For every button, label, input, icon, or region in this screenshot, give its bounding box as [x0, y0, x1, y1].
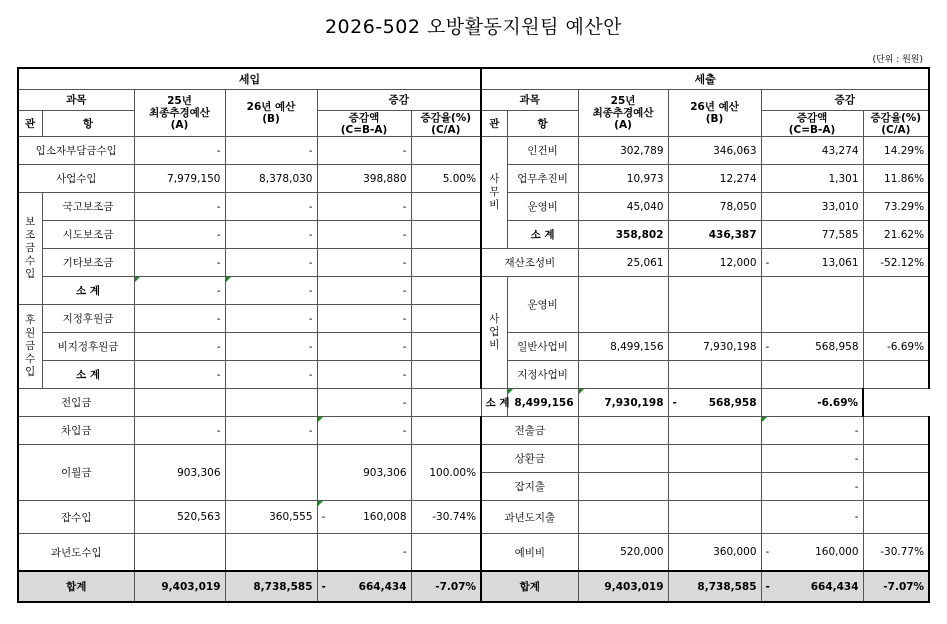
- income-diff-cell: -: [317, 137, 411, 165]
- expense-gwan-header: 관: [481, 111, 507, 137]
- expense-prev-cell: [578, 417, 668, 445]
- income-prev-cell: -: [134, 277, 225, 305]
- table-row: [18, 277, 929, 305]
- expense-next-cell: [668, 445, 761, 473]
- expense-diff-cell: [761, 277, 863, 333]
- income-total-diff: - 664,434: [317, 571, 411, 602]
- table-row: [18, 137, 929, 165]
- income-row-label: 전입금: [18, 389, 134, 417]
- table-row: [18, 445, 929, 473]
- income-row-label: 사업수입: [18, 165, 134, 193]
- expense-diff-cell: - 568,958: [761, 333, 863, 361]
- income-rate-cell: [411, 333, 481, 361]
- income-prev-cell: [134, 389, 225, 417]
- expense-next-cell: 7,930,198: [578, 389, 668, 417]
- table-row: [18, 361, 929, 389]
- income-diff-amount-header: 증감액 (C=B-A): [317, 111, 411, 137]
- income-rate-cell: [411, 361, 481, 389]
- expense-row-label: 재산조성비: [481, 249, 578, 277]
- income-prev-budget-header: 25년 최종추경예산 (A): [134, 90, 225, 137]
- income-next-cell: -: [225, 221, 317, 249]
- income-rate-cell: [411, 137, 481, 165]
- expense-rate-cell: [863, 277, 929, 333]
- expense-rate-cell: [863, 445, 929, 473]
- expense-diff-cell: 33,010: [761, 193, 863, 221]
- income-subject-header: 과목: [18, 90, 134, 111]
- expense-prev-cell: [578, 277, 668, 333]
- expense-diff-cell: 77,585: [761, 221, 863, 249]
- expense-diff-cell: 43,274: [761, 137, 863, 165]
- income-diff-cell: - 160,008: [317, 501, 411, 534]
- income-rate-cell: [411, 193, 481, 221]
- income-diff-cell: 903,306: [317, 445, 411, 501]
- income-prev-cell: [134, 534, 225, 572]
- expense-rate-cell: 11.86%: [863, 165, 929, 193]
- expense-row-label: 운영비: [507, 193, 578, 221]
- expense-row-label: 잡지출: [481, 473, 578, 501]
- expense-next-cell: [668, 417, 761, 445]
- income-rate-cell: -30.74%: [411, 501, 481, 534]
- table-row: [18, 165, 929, 193]
- income-next-cell: [225, 534, 317, 572]
- income-section-title: 세입: [18, 68, 481, 90]
- income-group-subsidy: 보조금수입: [18, 193, 42, 305]
- income-prev-cell: -: [134, 361, 225, 389]
- income-rate-cell: [411, 277, 481, 305]
- expense-prev-cell: 520,000: [578, 534, 668, 572]
- expense-diff-cell: - 13,061: [761, 249, 863, 277]
- expense-prev-cell: 8,499,156: [507, 389, 578, 417]
- income-diff-cell: -: [317, 389, 411, 417]
- expense-diff-cell: -: [761, 501, 863, 534]
- table-row: [18, 221, 929, 249]
- income-diff-cell: -: [317, 361, 411, 389]
- table-row: [18, 193, 929, 221]
- income-subtotal-label: 소 계: [42, 361, 134, 389]
- income-rate-cell: [411, 389, 481, 417]
- expense-next-cell: 78,050: [668, 193, 761, 221]
- income-next-cell: [225, 445, 317, 501]
- expense-total-next: 8,738,585: [668, 571, 761, 602]
- income-gwan-header: 관: [18, 111, 42, 137]
- income-next-cell: -: [225, 137, 317, 165]
- expense-next-cell: [668, 473, 761, 501]
- expense-prev-cell: [578, 501, 668, 534]
- income-group-donation: 후원금수입: [18, 305, 42, 389]
- expense-row-label: 상환금: [481, 445, 578, 473]
- expense-prev-cell: 358,802: [578, 221, 668, 249]
- income-total-rate: -7.07%: [411, 571, 481, 602]
- expense-subtotal-label: 소 계: [481, 389, 507, 417]
- income-prev-cell: 903,306: [134, 445, 225, 501]
- expense-diff-cell: [761, 361, 863, 389]
- income-rate-cell: 100.00%: [411, 445, 481, 501]
- income-diff-cell: -: [317, 221, 411, 249]
- expense-rate-cell: 73.29%: [863, 193, 929, 221]
- income-total-next: 8,738,585: [225, 571, 317, 602]
- unit-label: (단위 : 원원): [872, 55, 923, 65]
- income-hang-header: 항: [42, 111, 134, 137]
- income-diff-cell: -: [317, 534, 411, 572]
- expense-next-cell: 7,930,198: [668, 333, 761, 361]
- expense-next-cell: 12,274: [668, 165, 761, 193]
- income-row-label: 기타보조금: [42, 249, 134, 277]
- income-prev-cell: -: [134, 333, 225, 361]
- expense-next-cell: [668, 361, 761, 389]
- expense-group-office: 사무비: [481, 137, 507, 249]
- expense-prev-cell: 302,789: [578, 137, 668, 165]
- expense-total-rate: -7.07%: [863, 571, 929, 602]
- expense-row-label: 일반사업비: [507, 333, 578, 361]
- expense-diff-cell: 1,301: [761, 165, 863, 193]
- income-next-budget-header: 26년 예산 (B): [225, 90, 317, 137]
- income-diff-cell: 398,880: [317, 165, 411, 193]
- expense-prev-cell: 10,973: [578, 165, 668, 193]
- total-row: [18, 571, 929, 602]
- expense-row-label: 전출금: [481, 417, 578, 445]
- expense-row-label: 운영비: [507, 277, 578, 333]
- income-next-cell: -: [225, 277, 317, 305]
- income-diff-cell: -: [317, 305, 411, 333]
- expense-rate-cell: [863, 417, 929, 445]
- expense-hang-header: 항: [507, 111, 578, 137]
- expense-section-title: 세출: [481, 68, 929, 90]
- budget-table: [17, 67, 930, 603]
- income-total-prev: 9,403,019: [134, 571, 225, 602]
- expense-prev-cell: 8,499,156: [578, 333, 668, 361]
- income-next-cell: 8,378,030: [225, 165, 317, 193]
- expense-next-cell: [668, 277, 761, 333]
- income-row-label: 차입금: [18, 417, 134, 445]
- income-diff-cell: -: [317, 417, 411, 445]
- income-row-label: 비지정후원금: [42, 333, 134, 361]
- income-prev-cell: -: [134, 417, 225, 445]
- income-next-cell: [225, 389, 317, 417]
- income-diff-cell: -: [317, 249, 411, 277]
- income-next-cell: 360,555: [225, 501, 317, 534]
- expense-row-label: 과년도지출: [481, 501, 578, 534]
- income-prev-cell: -: [134, 221, 225, 249]
- income-row-label: 지정후원금: [42, 305, 134, 333]
- expense-rate-cell: -6.69%: [863, 333, 929, 361]
- table-row: [18, 501, 929, 534]
- income-row-label: 시도보조금: [42, 221, 134, 249]
- income-subtotal-label: 소 계: [42, 277, 134, 305]
- income-rate-cell: [411, 249, 481, 277]
- expense-diff-cell: - 568,958: [668, 389, 761, 417]
- expense-subject-header: 과목: [481, 90, 578, 111]
- expense-next-cell: 346,063: [668, 137, 761, 165]
- expense-rate-cell: 21.62%: [863, 221, 929, 249]
- income-prev-cell: 520,563: [134, 501, 225, 534]
- expense-prev-cell: 45,040: [578, 193, 668, 221]
- expense-total-diff: - 664,434: [761, 571, 863, 602]
- income-prev-cell: -: [134, 137, 225, 165]
- expense-row-label: 업무추진비: [507, 165, 578, 193]
- expense-prev-cell: [578, 361, 668, 389]
- expense-rate-cell: -6.69%: [761, 389, 863, 417]
- income-rate-cell: [411, 305, 481, 333]
- income-diff-cell: -: [317, 333, 411, 361]
- expense-row-label: 인건비: [507, 137, 578, 165]
- income-diff-cell: -: [317, 193, 411, 221]
- expense-row-label: 지정사업비: [507, 361, 578, 389]
- income-next-cell: -: [225, 417, 317, 445]
- expense-rate-cell: -30.77%: [863, 534, 929, 572]
- income-rate-cell: [411, 221, 481, 249]
- income-row-label: 과년도수입: [18, 534, 134, 572]
- income-prev-cell: -: [134, 305, 225, 333]
- income-rate-cell: [411, 534, 481, 572]
- expense-rate-cell: [863, 361, 929, 389]
- income-rate-cell: 5.00%: [411, 165, 481, 193]
- expense-rate-cell: 14.29%: [863, 137, 929, 165]
- expense-next-cell: 12,000: [668, 249, 761, 277]
- income-prev-cell: -: [134, 193, 225, 221]
- table-row: [18, 249, 929, 277]
- expense-row-label: 예비비: [481, 534, 578, 572]
- expense-total-prev: 9,403,019: [578, 571, 668, 602]
- expense-rate-cell: [863, 473, 929, 501]
- expense-diff-amount-header: 증감액 (C=B-A): [761, 111, 863, 137]
- expense-subtotal-label: 소 계: [507, 221, 578, 249]
- income-next-cell: -: [225, 361, 317, 389]
- expense-group-project: 사업비: [481, 277, 507, 389]
- expense-rate-cell: [863, 501, 929, 534]
- table-row: [18, 389, 929, 417]
- expense-diff-cell: -: [761, 473, 863, 501]
- expense-rate-cell: -52.12%: [863, 249, 929, 277]
- table-row: [18, 417, 929, 445]
- table-row: [18, 333, 929, 361]
- income-diff-cell: -: [317, 277, 411, 305]
- expense-diff-cell: -: [761, 445, 863, 473]
- expense-next-budget-header: 26년 예산 (B): [668, 90, 761, 137]
- expense-prev-budget-header: 25년 최종추경예산 (A): [578, 90, 668, 137]
- income-row-label: 이월금: [18, 445, 134, 501]
- income-prev-cell: -: [134, 249, 225, 277]
- income-next-cell: -: [225, 305, 317, 333]
- income-total-label: 합계: [18, 571, 134, 602]
- expense-prev-cell: 25,061: [578, 249, 668, 277]
- income-row-label: 국고보조금: [42, 193, 134, 221]
- page-title: 2026-502 오방활동지원팀 예산안: [324, 16, 623, 38]
- expense-next-cell: [668, 501, 761, 534]
- income-diff-header: 증감: [317, 90, 481, 111]
- income-prev-cell: 7,979,150: [134, 165, 225, 193]
- income-next-cell: -: [225, 193, 317, 221]
- expense-next-cell: 436,387: [668, 221, 761, 249]
- section-header-row: [18, 68, 929, 90]
- income-next-cell: -: [225, 333, 317, 361]
- expense-diff-header: 증감: [761, 90, 929, 111]
- income-row-label: 잡수입: [18, 501, 134, 534]
- table-row: [18, 534, 929, 572]
- income-rate-cell: [411, 417, 481, 445]
- income-row-label: 입소자부담금수입: [18, 137, 134, 165]
- expense-prev-cell: [578, 473, 668, 501]
- income-diff-rate-header: 증감율(%) (C/A): [411, 111, 481, 137]
- expense-diff-cell: -: [761, 417, 863, 445]
- expense-next-cell: 360,000: [668, 534, 761, 572]
- expense-diff-rate-header: 증감율(%) (C/A): [863, 111, 929, 137]
- expense-total-label: 합계: [481, 571, 578, 602]
- expense-prev-cell: [578, 445, 668, 473]
- income-next-cell: -: [225, 249, 317, 277]
- column-header-row: [18, 90, 929, 111]
- expense-diff-cell: - 160,000: [761, 534, 863, 572]
